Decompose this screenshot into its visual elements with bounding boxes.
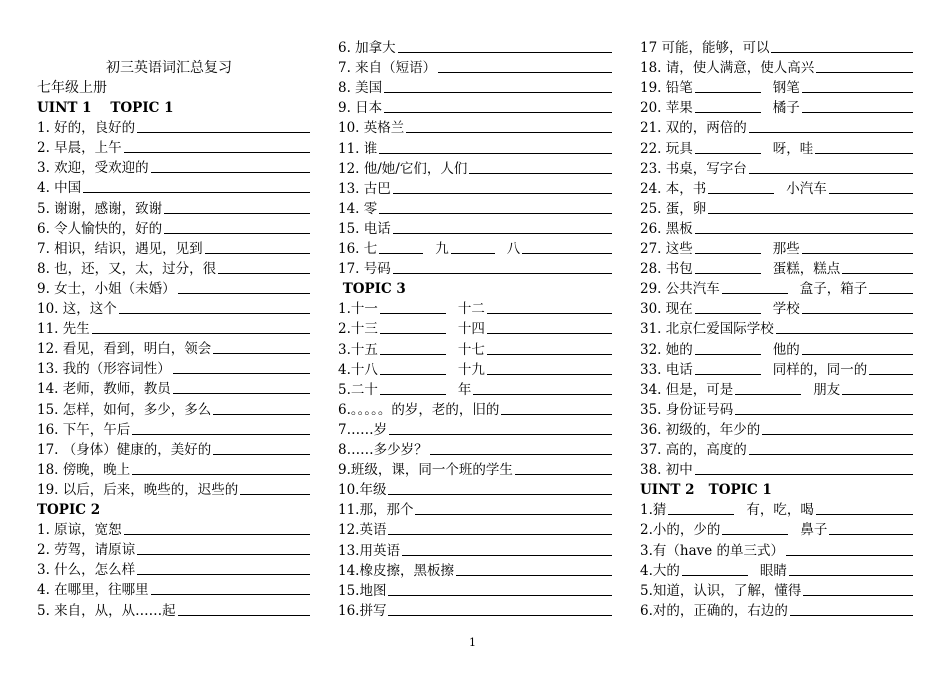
vocab-prompt-secondary: 他的 xyxy=(772,341,800,358)
vocab-prompt: 3. 欢迎，受欢迎的 xyxy=(37,160,149,177)
vocab-item xyxy=(37,136,311,156)
answer-blank[interactable] xyxy=(380,313,446,314)
vocab-item xyxy=(338,358,613,378)
answer-blank[interactable] xyxy=(384,112,612,113)
vocab-prompt: 28. 书包 xyxy=(640,261,693,278)
answer-blank[interactable] xyxy=(842,273,913,274)
vocab-item xyxy=(37,197,311,217)
vocab-prompt: 6. 加拿大 xyxy=(338,40,396,56)
vocab-prompt: 18. 傍晚，晚上 xyxy=(37,461,131,478)
vocab-prompt: 3.十五 xyxy=(338,341,378,358)
vocab-prompt: 16.拼写 xyxy=(338,602,387,619)
vocab-prompt: 25. 蛋，卵 xyxy=(640,200,707,217)
answer-blank[interactable] xyxy=(132,474,310,475)
vocab-prompt: 13. 我的（形容词性） xyxy=(37,361,171,378)
answer-blank[interactable] xyxy=(802,92,913,93)
vocab-prompt: 2.十三 xyxy=(338,321,378,338)
answer-blank[interactable] xyxy=(708,193,774,194)
vocab-prompt: 15. 怎样，如何，多少，多么 xyxy=(37,401,212,418)
answer-blank[interactable] xyxy=(164,213,310,214)
vocab-item xyxy=(338,177,613,197)
vocab-prompt: 1.十一 xyxy=(338,301,378,318)
vocab-item xyxy=(640,56,914,76)
vocab-prompt: 36. 初级的，年少的 xyxy=(640,421,761,438)
vocab-item xyxy=(338,197,613,217)
vocab-item xyxy=(338,579,613,599)
vocab-prompt: 17 可能，能够，可以 xyxy=(640,40,770,56)
answer-blank[interactable] xyxy=(388,534,612,535)
vocab-prompt: 20. 苹果 xyxy=(640,100,693,117)
vocab-prompt-secondary: 十四 xyxy=(457,321,485,338)
answer-blank[interactable] xyxy=(240,494,310,495)
vocab-item xyxy=(37,478,311,498)
answer-blank[interactable] xyxy=(469,173,612,174)
vocab-prompt: 8. 美国 xyxy=(338,80,383,97)
vocab-prompt: 14. 老师，教师，教员 xyxy=(37,381,171,398)
answer-blank[interactable] xyxy=(205,253,310,254)
vocab-item xyxy=(640,157,914,177)
vocab-prompt: 1. 好的，良好的 xyxy=(37,120,136,137)
vocab-item xyxy=(640,217,914,237)
answer-blank[interactable] xyxy=(380,333,446,334)
vocab-item xyxy=(338,137,613,157)
vocab-prompt-secondary: 十九 xyxy=(457,361,485,378)
answer-blank[interactable] xyxy=(695,253,761,254)
answer-blank[interactable] xyxy=(415,514,612,515)
vocab-prompt: 9. 女士，小姐（未婚） xyxy=(37,280,176,297)
answer-blank[interactable] xyxy=(771,52,913,53)
vocab-item xyxy=(640,559,914,579)
vocab-prompt: 16. 七 xyxy=(338,241,378,257)
vocab-prompt: 7……岁 xyxy=(338,421,388,438)
answer-blank[interactable] xyxy=(722,534,788,535)
vocab-item xyxy=(338,257,613,277)
vocab-prompt-secondary: 鼻子 xyxy=(800,522,828,539)
vocab-item xyxy=(640,36,914,56)
vocab-prompt: 10.年级 xyxy=(338,482,387,499)
vocab-prompt: 11. 先生 xyxy=(37,321,90,338)
answer-blank[interactable] xyxy=(802,313,913,314)
answer-blank[interactable] xyxy=(695,273,761,274)
answer-blank[interactable] xyxy=(829,534,913,535)
vocab-item xyxy=(37,217,311,237)
vocab-prompt: 1.猜 xyxy=(640,502,667,519)
answer-blank[interactable] xyxy=(869,293,913,294)
vocab-prompt: 22. 玩具 xyxy=(640,140,693,157)
section-heading xyxy=(338,277,613,297)
vocab-prompt-secondary: 八 xyxy=(506,241,521,257)
vocab-prompt: 8. 也，还，又，太，过分，很 xyxy=(37,260,217,277)
section-heading xyxy=(37,96,311,116)
vocab-item xyxy=(37,337,311,357)
vocab-prompt: 14.橡皮擦，黑板擦 xyxy=(338,562,454,579)
answer-blank[interactable] xyxy=(695,153,761,154)
answer-blank[interactable] xyxy=(213,454,310,455)
answer-blank[interactable] xyxy=(393,233,612,234)
answer-blank[interactable] xyxy=(430,454,612,455)
vocab-item xyxy=(640,197,914,217)
answer-blank[interactable] xyxy=(515,474,612,475)
answer-blank[interactable] xyxy=(380,354,446,355)
vocab-item xyxy=(640,518,914,538)
vocab-item xyxy=(37,277,311,297)
vocab-item xyxy=(338,438,613,458)
vocab-prompt: 23. 书桌，写字台 xyxy=(640,160,747,177)
answer-blank[interactable] xyxy=(695,374,761,375)
vocab-item xyxy=(37,458,311,478)
answer-blank[interactable] xyxy=(749,173,913,174)
vocab-item xyxy=(338,338,613,358)
vocab-prompt-secondary: 十二 xyxy=(457,301,485,318)
vocab-prompt: 9.班级，课，同一个班的学生 xyxy=(338,462,513,479)
vocab-item xyxy=(640,539,914,559)
vocab-prompt: 3.有（have 的单三式） xyxy=(640,542,785,559)
answer-blank[interactable] xyxy=(762,434,913,435)
vocab-item xyxy=(338,378,613,398)
vocab-prompt: 5.二十 xyxy=(338,381,378,398)
vocab-item xyxy=(640,438,914,458)
vocab-prompt: 19. 铅笔 xyxy=(640,80,693,97)
vocab-item xyxy=(338,539,613,559)
answer-blank[interactable] xyxy=(695,112,761,113)
answer-blank[interactable] xyxy=(124,534,310,535)
vocab-prompt: 14. 零 xyxy=(338,200,378,217)
vocab-prompt: 19. 以后，后来，晚些的，迟些的 xyxy=(37,481,239,498)
answer-blank[interactable] xyxy=(438,72,612,73)
vocab-prompt: 4. 中国 xyxy=(37,180,82,197)
vocab-item xyxy=(640,418,914,438)
vocab-item xyxy=(37,558,311,578)
vocab-prompt: 6. 令人愉快的，好的 xyxy=(37,220,163,237)
vocab-item xyxy=(338,56,613,76)
answer-blank[interactable] xyxy=(384,92,612,93)
answer-blank[interactable] xyxy=(487,313,612,314)
answer-blank[interactable] xyxy=(776,333,913,334)
vocab-item xyxy=(640,116,914,136)
answer-blank[interactable] xyxy=(388,615,612,616)
answer-blank[interactable] xyxy=(501,414,612,415)
vocab-item xyxy=(338,36,613,56)
answer-blank[interactable] xyxy=(695,474,913,475)
vocab-item xyxy=(338,498,613,518)
vocab-item xyxy=(640,257,914,277)
answer-blank[interactable] xyxy=(749,132,913,133)
vocab-prompt-secondary: 朋友 xyxy=(813,381,841,398)
vocab-prompt: 17. （身体）健康的，美好的 xyxy=(37,441,212,458)
vocab-item xyxy=(338,237,613,257)
vocab-prompt-secondary: 小汽车 xyxy=(786,180,827,197)
vocab-prompt: 7. 来自（短语） xyxy=(338,60,437,77)
section-heading xyxy=(37,498,311,518)
vocab-prompt: 2.小的，少的 xyxy=(640,522,721,539)
vocab-prompt: 6.对的，正确的，右边的 xyxy=(640,602,788,619)
answer-blank[interactable] xyxy=(803,595,913,596)
vocab-item xyxy=(338,116,613,136)
answer-blank[interactable] xyxy=(815,153,913,154)
section-heading-text: TOPIC 2 xyxy=(37,502,101,518)
answer-blank[interactable] xyxy=(379,213,612,214)
vocab-item xyxy=(37,518,311,538)
answer-blank[interactable] xyxy=(722,293,788,294)
vocab-prompt: 13.用英语 xyxy=(338,542,400,559)
answer-blank[interactable] xyxy=(816,72,913,73)
vocab-item xyxy=(338,599,613,619)
vocab-prompt: 12. 他/她/它们，人们 xyxy=(338,160,468,177)
vocab-item xyxy=(640,317,914,337)
answer-blank[interactable] xyxy=(695,233,913,234)
vocab-item xyxy=(640,378,914,398)
vocab-prompt: 32. 她的 xyxy=(640,341,693,358)
section-heading-text: UINT 2 TOPIC 1 xyxy=(640,482,772,499)
answer-blank[interactable] xyxy=(213,414,310,415)
vocab-prompt: 10. 英格兰 xyxy=(338,120,405,137)
vocab-item xyxy=(37,538,311,558)
answer-blank[interactable] xyxy=(406,132,612,133)
vocab-item xyxy=(338,297,613,317)
answer-blank[interactable] xyxy=(151,172,310,173)
answer-blank[interactable] xyxy=(393,273,612,274)
vocab-prompt-secondary: 九 xyxy=(435,241,449,257)
vocab-prompt: 33. 电话 xyxy=(640,361,693,378)
vocab-item xyxy=(640,76,914,96)
vocab-item xyxy=(640,398,914,418)
answer-blank[interactable] xyxy=(388,595,612,596)
section-heading xyxy=(640,478,914,498)
vocab-item xyxy=(37,257,311,277)
vocab-prompt: 7. 相识，结识，遇见，见到 xyxy=(37,240,203,257)
vocab-prompt: 29. 公共汽车 xyxy=(640,281,720,298)
answer-blank[interactable] xyxy=(487,374,612,375)
answer-blank[interactable] xyxy=(178,615,310,616)
vocab-item xyxy=(338,398,613,418)
answer-blank[interactable] xyxy=(522,253,612,254)
answer-blank[interactable] xyxy=(735,394,801,395)
answer-blank[interactable] xyxy=(708,213,913,214)
vocab-item xyxy=(37,156,311,176)
vocab-item xyxy=(37,237,311,257)
answer-blank[interactable] xyxy=(137,574,310,575)
answer-blank[interactable] xyxy=(379,253,423,254)
vocab-item xyxy=(640,177,914,197)
answer-blank[interactable] xyxy=(151,594,310,595)
answer-blank[interactable] xyxy=(389,434,612,435)
answer-blank[interactable] xyxy=(802,112,913,113)
vocab-item xyxy=(640,498,914,518)
vocab-prompt: 3. 什么，怎么样 xyxy=(37,562,136,579)
answer-blank[interactable] xyxy=(398,52,612,53)
answer-blank[interactable] xyxy=(132,434,310,435)
answer-blank[interactable] xyxy=(402,555,612,556)
vocab-prompt: 5. 来自，从，从……起 xyxy=(37,602,176,619)
vocab-prompt: 2. 劳驾，请原谅 xyxy=(37,542,136,559)
vocab-prompt: 6.。。。。。的岁，老的，旧的 xyxy=(338,401,500,418)
vocab-prompt-secondary: 橘子 xyxy=(772,100,800,117)
vocab-item xyxy=(338,76,613,96)
answer-blank[interactable] xyxy=(487,333,612,334)
answer-blank[interactable] xyxy=(213,353,310,354)
vocab-prompt: 15.地图 xyxy=(338,582,387,599)
vocab-item xyxy=(338,317,613,337)
answer-blank[interactable] xyxy=(869,374,913,375)
vocab-prompt: 16. 下午，午后 xyxy=(37,421,131,438)
vocab-prompt: 38. 初中 xyxy=(640,462,693,479)
vocab-prompt: 1. 原谅，宽恕 xyxy=(37,522,122,539)
answer-blank[interactable] xyxy=(173,393,310,394)
vocab-item xyxy=(640,599,914,619)
vocab-prompt: 26. 黑板 xyxy=(640,220,693,237)
answer-blank[interactable] xyxy=(842,394,913,395)
vocab-prompt: 12.英语 xyxy=(338,522,387,539)
vocab-item xyxy=(37,599,311,619)
vocab-prompt-secondary: 盒子，箱子 xyxy=(799,281,868,298)
vocab-prompt-secondary: 那些 xyxy=(772,241,800,257)
vocab-item xyxy=(37,377,311,397)
vocab-item xyxy=(338,157,613,177)
answer-blank[interactable] xyxy=(83,192,310,193)
answer-blank[interactable] xyxy=(164,233,310,234)
vocab-prompt-secondary: 学校 xyxy=(772,301,800,318)
vocab-prompt: 34. 但是，可是 xyxy=(640,381,734,398)
vocab-item xyxy=(338,217,613,237)
vocab-item xyxy=(37,578,311,598)
vocab-prompt-secondary: 有，吃，喝 xyxy=(746,502,814,519)
answer-blank[interactable] xyxy=(790,615,913,616)
answer-blank[interactable] xyxy=(802,354,913,355)
answer-blank[interactable] xyxy=(802,253,913,254)
vocab-prompt-secondary: 眼睛 xyxy=(759,562,787,579)
vocab-prompt: 35. 身份证号码 xyxy=(640,401,734,418)
page-number: 1 xyxy=(469,636,476,649)
answer-blank[interactable] xyxy=(119,313,310,314)
vocab-prompt: 27. 这些 xyxy=(640,241,693,257)
vocab-prompt: 10. 这，这个 xyxy=(37,301,117,317)
answer-blank[interactable] xyxy=(786,555,913,556)
vocab-item xyxy=(640,297,914,317)
vocab-item xyxy=(640,458,914,478)
answer-blank[interactable] xyxy=(735,414,913,415)
vocab-item xyxy=(37,116,311,136)
vocab-item xyxy=(640,338,914,358)
vocab-item xyxy=(640,237,914,257)
answer-blank[interactable] xyxy=(487,354,612,355)
vocab-item xyxy=(640,579,914,599)
vocab-prompt: 37. 高的，高度的 xyxy=(640,442,747,458)
vocab-prompt: 11.那，那个 xyxy=(338,502,414,519)
vocab-prompt-secondary: 呀，哇 xyxy=(772,140,814,157)
vocab-prompt: 18. 请，使人满意，使人高兴 xyxy=(640,60,815,77)
vocab-prompt: 13. 古巴 xyxy=(338,180,391,197)
page-title: 初三英语词汇总复习 xyxy=(106,60,232,76)
vocab-item xyxy=(37,176,311,196)
answer-blank[interactable] xyxy=(749,454,913,455)
answer-blank[interactable] xyxy=(473,394,612,395)
answer-blank[interactable] xyxy=(451,253,495,254)
vocab-item xyxy=(37,398,311,418)
vocab-prompt: 2. 早晨，上午 xyxy=(37,140,122,157)
answer-blank[interactable] xyxy=(695,92,761,93)
answer-blank[interactable] xyxy=(137,132,310,133)
section-heading-text: TOPIC 3 xyxy=(338,281,406,298)
vocab-item xyxy=(37,317,311,337)
vocab-item xyxy=(37,297,311,317)
section-heading-text: UINT 1 TOPIC 1 xyxy=(37,100,174,116)
vocab-item xyxy=(37,357,311,377)
vocab-prompt: 30. 现在 xyxy=(640,301,693,318)
vocab-item xyxy=(338,458,613,478)
answer-blank[interactable] xyxy=(137,554,310,555)
answer-blank[interactable] xyxy=(124,152,310,153)
vocab-prompt: 4.十八 xyxy=(338,361,378,378)
vocab-prompt: 31. 北京仁爱国际学校 xyxy=(640,321,774,338)
answer-blank[interactable] xyxy=(695,354,761,355)
vocab-item xyxy=(640,358,914,378)
answer-blank[interactable] xyxy=(388,494,612,495)
answer-blank[interactable] xyxy=(695,313,761,314)
vocab-prompt-secondary: 同样的，同一的 xyxy=(772,361,868,378)
answer-blank[interactable] xyxy=(178,293,310,294)
vocab-item xyxy=(338,418,613,438)
vocab-prompt: 12. 看见，看到，明白，领会 xyxy=(37,341,212,358)
vocab-item xyxy=(338,96,613,116)
vocab-prompt-secondary: 钢笔 xyxy=(772,80,800,97)
vocab-item xyxy=(338,518,613,538)
answer-blank[interactable] xyxy=(668,514,734,515)
vocab-prompt: 4.大的 xyxy=(640,562,680,579)
vocab-prompt-secondary: 蛋糕，糕点 xyxy=(772,261,841,278)
vocab-prompt: 5. 谢谢，感谢，致谢 xyxy=(37,200,163,217)
vocab-prompt: 8……多少岁？ xyxy=(338,442,428,458)
answer-blank[interactable] xyxy=(682,575,748,576)
vocab-prompt: 15. 电话 xyxy=(338,220,391,237)
answer-blank[interactable] xyxy=(380,394,446,395)
answer-blank[interactable] xyxy=(816,514,913,515)
answer-blank[interactable] xyxy=(380,374,446,375)
vocab-prompt: 17. 号码 xyxy=(338,261,391,278)
vocab-item xyxy=(37,418,311,438)
answer-blank[interactable] xyxy=(173,373,310,374)
vocab-item xyxy=(338,559,613,579)
vocab-prompt: 24. 本，书 xyxy=(640,180,707,197)
vocab-prompt: 5.知道，认识，了解，懂得 xyxy=(640,582,802,599)
vocab-item xyxy=(640,277,914,297)
vocab-item xyxy=(338,478,613,498)
answer-blank[interactable] xyxy=(393,193,612,194)
vocab-item xyxy=(37,438,311,458)
vocab-item xyxy=(640,137,914,157)
vocab-prompt-secondary: 十七 xyxy=(457,341,485,358)
answer-blank[interactable] xyxy=(789,575,913,576)
vocab-item xyxy=(640,96,914,116)
answer-blank[interactable] xyxy=(218,273,310,274)
answer-blank[interactable] xyxy=(829,193,913,194)
answer-blank[interactable] xyxy=(456,575,612,576)
answer-blank[interactable] xyxy=(92,333,310,334)
vocab-prompt: 4. 在哪里，往哪里 xyxy=(37,582,149,599)
vocab-prompt: 21. 双的，两倍的 xyxy=(640,120,747,137)
vocab-prompt: 9. 日本 xyxy=(338,100,383,117)
vocab-prompt: 11. 谁 xyxy=(338,140,378,157)
answer-blank[interactable] xyxy=(379,153,612,154)
vocab-prompt-secondary: 年 xyxy=(457,381,472,398)
grade-label: 七年级上册 xyxy=(37,80,107,96)
